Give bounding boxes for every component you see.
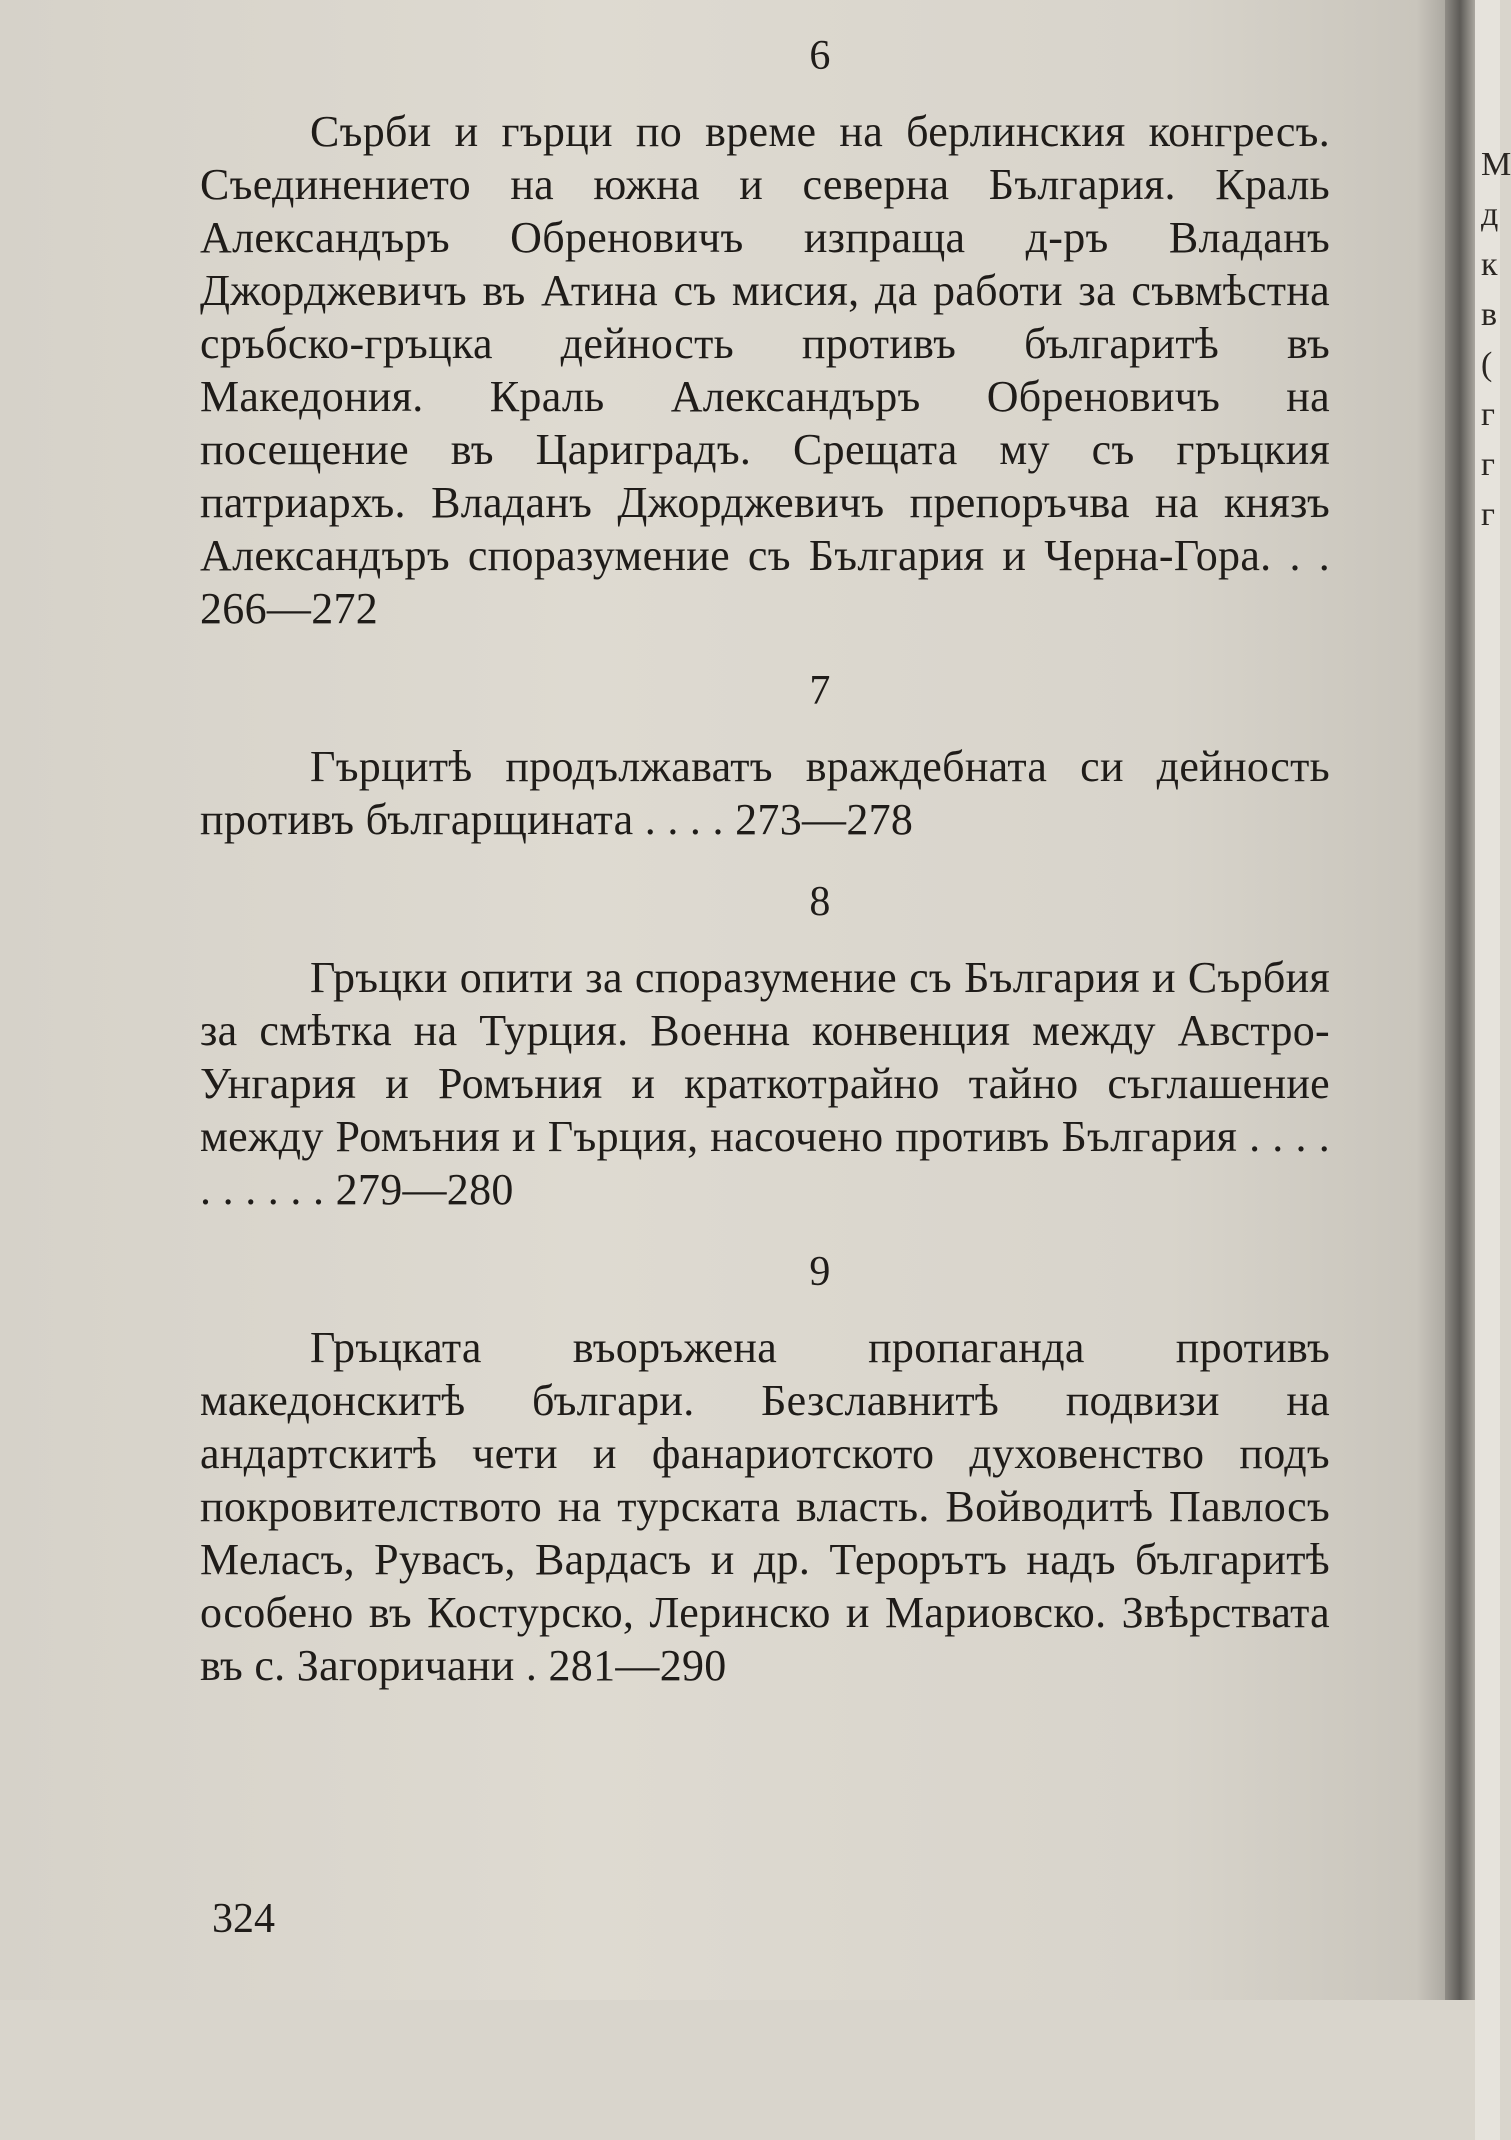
facing-page-fragment: в (1481, 296, 1498, 333)
chapter-summary: Гърцитѣ продължаватъ враждебната си дейность противъ българщината (200, 742, 1330, 844)
page-range: 281—290 (548, 1641, 727, 1690)
dot-leaders: . . . . . . . . . . (200, 1112, 1330, 1214)
toc-section-8 (200, 876, 1330, 1216)
facing-page-edge (1475, 0, 1511, 2140)
chapter-number: 8 (809, 879, 831, 925)
dot-leaders: . (514, 1641, 549, 1690)
page-range: 266—272 (200, 584, 379, 633)
chapter-number: 9 (809, 1249, 831, 1295)
chapter-summary: Гръцки опити за споразумение съ България и Сърбия за смѣтка на Турция. Военна конвенция между Австро-Унгария и Ромъния и краткотрайно тайно съглашение между Ромъния и Гърция, насочено противъ България (200, 953, 1330, 1161)
facing-page-fragment: ( (1481, 346, 1493, 383)
chapter-number: 7 (809, 668, 831, 714)
page-range: 273—278 (735, 795, 914, 844)
toc-section-7 (200, 665, 1330, 846)
facing-page-fragment: к (1481, 246, 1498, 283)
dot-leaders: . . (1271, 531, 1331, 580)
chapter-summary: Гръцката въоръжена пропаганда противъ македонскитѣ българи. Безславнитѣ подвизи на андартскитѣ чети и фанариотското духовенство подъ покровителството на турската власть. Войводитѣ Павлосъ Меласъ, Рувасъ, Вардасъ и др. Терорътъ надъ българитѣ особено въ Костурско, Леринско и Мариовско. Звѣрствата въ с. Загоричани (200, 1323, 1330, 1690)
chapter-summary: Сърби и гърци по време на берлинския конгресъ. Съединението на южна и северна България. Краль Александъръ Обреновичъ изпраща д-ръ Владанъ Джорджевичъ въ Атина съ мисия, да работи за съвмѣстна сръбско-гръцка дейность противъ българитѣ въ Македония. Краль Александъръ Обреновичъ на посещение въ Цариградъ. Срещата му съ гръцкия патриархъ. Владанъ Джорджевичъ препоръчва на князъ Александъръ споразумение съ България и Черна-Гора. (200, 107, 1330, 580)
book-gutter (1445, 0, 1475, 2000)
toc-section-6 (200, 30, 1330, 635)
dot-leaders: . . . . (633, 795, 736, 844)
facing-page-fragment: М (1481, 146, 1511, 183)
page-range: 279—280 (335, 1165, 514, 1214)
chapter-number: 6 (809, 33, 831, 79)
facing-page-fragment: г (1481, 446, 1495, 483)
facing-page-fragment: г (1481, 396, 1495, 433)
table-of-contents (200, 30, 1330, 1722)
facing-page-fragment: д (1481, 196, 1499, 233)
page-number: 324 (212, 1896, 275, 1942)
facing-page-fragment: г (1481, 496, 1495, 533)
toc-section-9 (200, 1246, 1330, 1692)
